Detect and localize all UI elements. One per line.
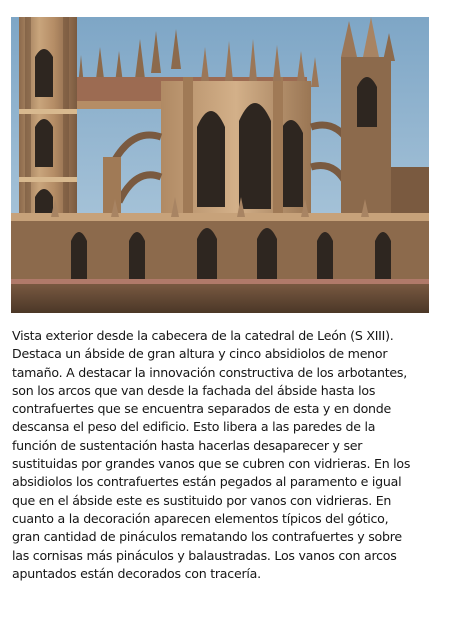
photo-caption: Vista exterior desde la cabecera de la catedral de León (S XIII). Destaca un ábside de gran altura y cinco absidiolos de menor tamaño. A destacar la innovación constructiva de los arbotantes, son los arcos que van desde la fachada del ábside hasta los contrafuertes que se encuentra separados de esta y en donde descansa el peso del edificio. Esto libera a las paredes de la función de sustentación hasta hacerlas desaparecer y ser sustituidas por grandes vanos que se cubren con vidrieras. En los absidiolos los contrafuertes están pegados al paramento e igual que en el ábside este es sustituido por vanos con vidrieras. En cuanto a la decoración aparecen elementos típicos del gótico, gran cantidad de pináculos rematando los contrafuertes y sobre las cornisas más pináculos y balaustradas. Los vanos con arcos apuntados están decorados con tracería. [12,328,411,581]
cathedral-photo [11,17,429,313]
ground-wall [11,283,429,313]
cathedral-illustration [11,17,429,313]
